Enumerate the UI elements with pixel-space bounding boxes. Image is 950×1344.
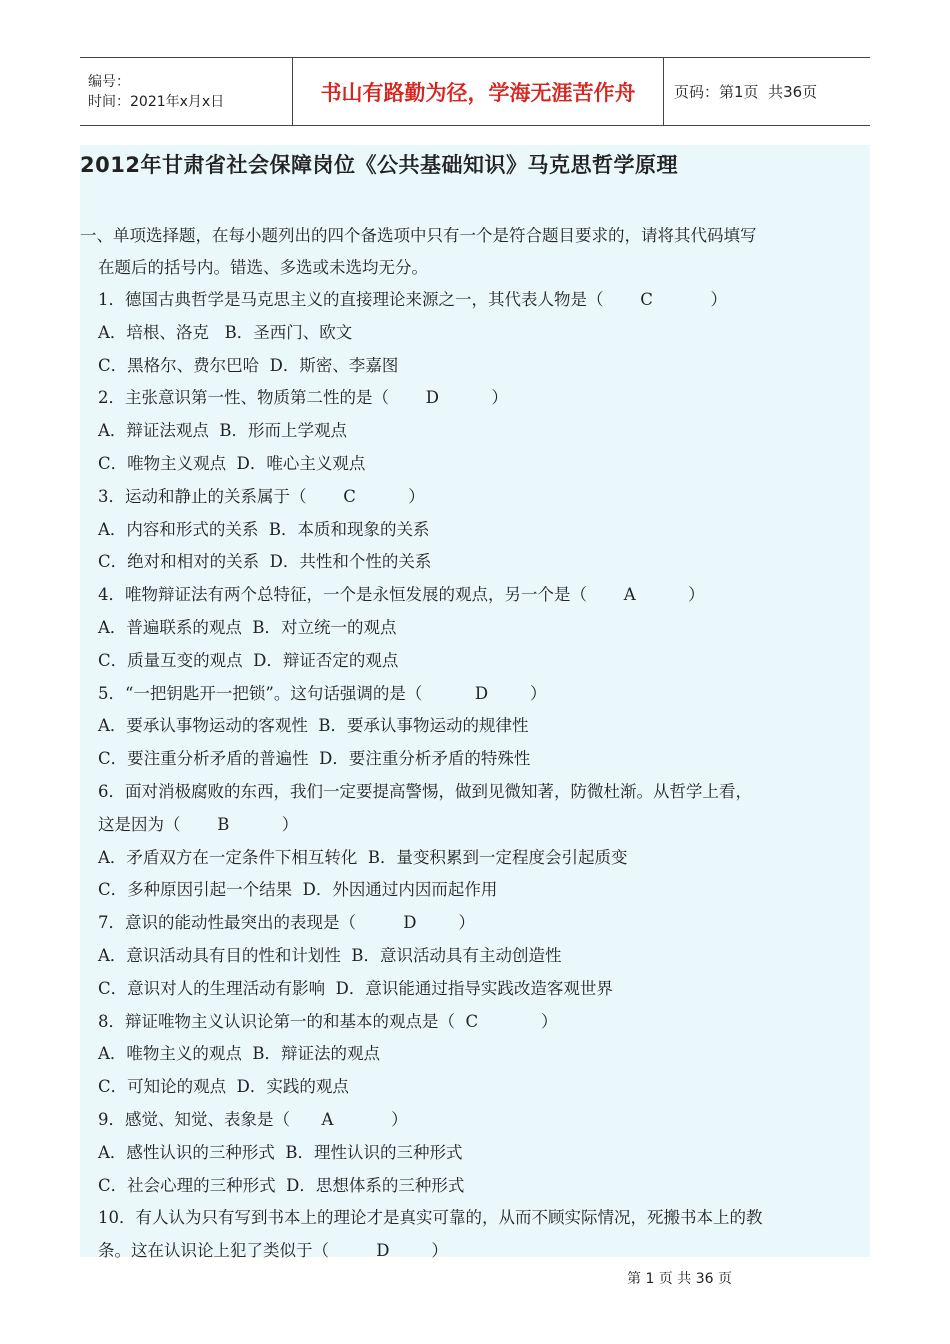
document-body	[80, 145, 870, 1261]
page-footer: 第 1 页 共 36 页	[627, 1271, 732, 1287]
question-line: 这是因为（ B ）	[98, 814, 299, 834]
question-line: A．辩证法观点 B．形而上学观点	[98, 421, 348, 441]
number-label: 编号：	[88, 73, 130, 90]
question-line: C．社会心理的三种形式 D．思想体系的三种形式	[98, 1175, 465, 1195]
question-line: C．可知论的观点 D．实践的观点	[98, 1077, 349, 1097]
question-line: 9．感觉、知觉、表象是（ A ）	[98, 1109, 408, 1129]
section-intro-line-1: 一、单项选择题，在每小题列出的四个备选项中只有一个是符合题目要求的，请将其代码填写	[80, 226, 757, 245]
question-line: A．内容和形式的关系 B．本质和现象的关系	[98, 519, 430, 539]
question-line: 3．运动和静止的关系属于（ C ）	[98, 486, 425, 506]
page-info-text: 页码：第1页 共36页	[674, 83, 818, 101]
question-line: C．黑格尔、费尔巴哈 D．斯密、李嘉图	[98, 355, 399, 375]
question-line: A．普遍联系的观点 B．对立统一的观点	[98, 617, 397, 637]
question-line: C．要注重分析矛盾的普遍性 D．要注重分析矛盾的特殊性	[98, 749, 531, 769]
question-line: A．矛盾双方在一定条件下相互转化 B．量变积累到一定程度会引起质变	[98, 847, 628, 867]
header-page-info	[664, 58, 817, 125]
question-line: 6．面对消极腐败的东西，我们一定要提高警惕，做到见微知著，防微杜渐。从哲学上看，	[98, 781, 752, 801]
question-line: C．绝对和相对的关系 D．共性和个性的关系	[98, 552, 432, 572]
question-line: 5．“一把钥匙开一把锁”。这句话强调的是（ D ）	[98, 683, 547, 703]
question-line: 条。这在认识论上犯了类似于（ D ）	[98, 1241, 448, 1261]
question-line: 8．辩证唯物主义认识论第一的和基本的观点是（ C ）	[98, 1011, 558, 1031]
question-line: A．唯物主义的观点 B．辩证法的观点	[98, 1044, 381, 1064]
question-line: C．多种原因引起一个结果 D．外因通过内因而起作用	[98, 880, 498, 900]
header-motto	[292, 58, 664, 125]
section-instructions	[80, 220, 868, 284]
question-line: C．唯物主义观点 D．唯心主义观点	[98, 453, 366, 473]
time-label: 时间：2021年x月x日	[88, 93, 225, 110]
question-line: 4．唯物辩证法有两个总特征，一个是永恒发展的观点，另一个是（ A ）	[98, 585, 705, 605]
document-title: 2012年甘肃省社会保障岗位《公共基础知识》马克思哲学原理	[80, 153, 678, 177]
question-line: 10．有人认为只有写到书本上的理论才是真实可靠的，从而不顾实际情况，死搬书本上的教	[98, 1208, 763, 1228]
section-intro-line-2: 在题后的括号内。错选、多选或未选均无分。	[98, 258, 428, 277]
question-line: A．培根、洛克 B．圣西门、欧文	[98, 322, 353, 342]
motto-text: 书山有路勤为径，学海无涯苦作舟	[320, 80, 636, 105]
question-line: 2．主张意识第一性、物质第二性的是（ D ）	[98, 388, 508, 408]
question-line: A．要承认事物运动的客观性 B．要承认事物运动的规律性	[98, 716, 529, 736]
question-line: 7．意识的能动性最突出的表现是（ D ）	[98, 913, 475, 933]
question-list	[98, 284, 868, 1268]
question-line: 1．德国古典哲学是马克思主义的直接理论来源之一，其代表人物是（ C ）	[98, 290, 728, 309]
question-line: A．感性认识的三种形式 B．理性认识的三种形式	[98, 1142, 463, 1162]
header-meta	[80, 58, 292, 125]
question-line: C．意识对人的生理活动有影响 D．意识能通过指导实践改造客观世界	[98, 978, 613, 998]
question-line: C．质量互变的观点 D．辩证否定的观点	[98, 650, 399, 670]
question-line: A．意识活动具有目的性和计划性 B．意识活动具有主动创造性	[98, 945, 562, 965]
document-header	[80, 57, 870, 126]
